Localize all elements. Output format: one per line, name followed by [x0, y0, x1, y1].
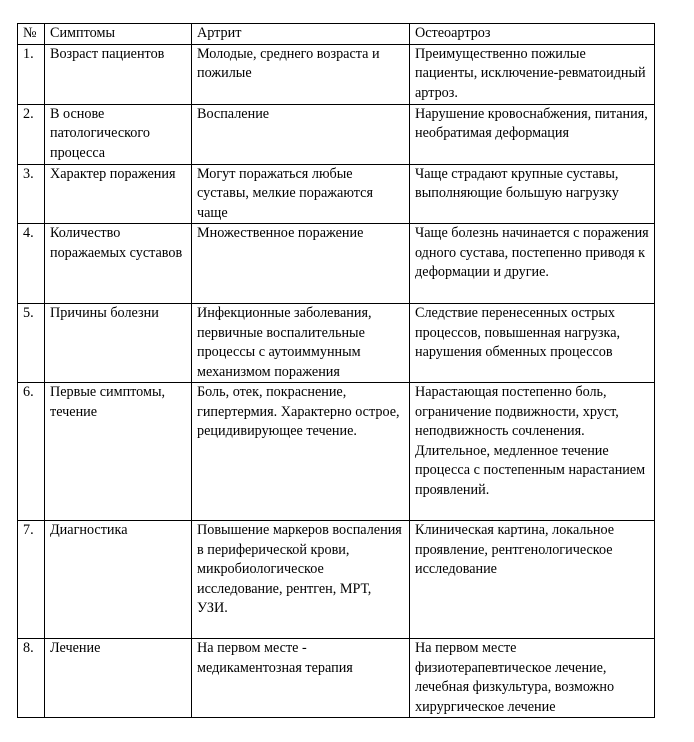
row-number: 6. [18, 383, 45, 521]
table-row [18, 44, 655, 104]
arthritis-cell: Повышение маркеров воспаления в периферической крови, микробиологическое исследование, рентген, МРТ, УЗИ. [192, 521, 410, 639]
table-row [18, 521, 655, 639]
table-row [18, 639, 655, 718]
header-osteoarthrosis: Остеоартроз [410, 24, 655, 45]
row-number: 1. [18, 44, 45, 104]
row-number: 2. [18, 104, 45, 164]
table-row [18, 104, 655, 164]
arthritis-cell: Могут поражаться любые суставы, мелкие поражаются чаще [192, 164, 410, 224]
table-row [18, 383, 655, 521]
symptom-cell: В основе патологического процесса [45, 104, 192, 164]
osteoarthrosis-cell: Следствие перенесенных острых процессов, повышенная нагрузка, нарушения обменных процессов [410, 304, 655, 383]
row-number: 3. [18, 164, 45, 224]
osteoarthrosis-cell: Нарушение кровоснабжения, питания, необратимая деформация [410, 104, 655, 164]
table-row [18, 224, 655, 304]
symptom-cell: Лечение [45, 639, 192, 718]
symptom-cell: Возраст пациентов [45, 44, 192, 104]
symptom-cell: Диагностика [45, 521, 192, 639]
arthritis-cell: Молодые, среднего возраста и пожилые [192, 44, 410, 104]
comparison-table [17, 23, 655, 718]
table-row [18, 304, 655, 383]
symptom-cell: Первые симптомы, течение [45, 383, 192, 521]
osteoarthrosis-cell: Клиническая картина, локальное проявление, рентгенологическое исследование [410, 521, 655, 639]
osteoarthrosis-cell: Чаще страдают крупные суставы, выполняющие большую нагрузку [410, 164, 655, 224]
arthritis-cell: Инфекционные заболевания, первичные воспалительные процессы с аутоиммунным механизмом поражения [192, 304, 410, 383]
row-number: 8. [18, 639, 45, 718]
osteoarthrosis-cell: Чаще болезнь начинается с поражения одного сустава, постепенно приводя к деформации и другие. [410, 224, 655, 304]
symptom-cell: Причины болезни [45, 304, 192, 383]
table-row [18, 164, 655, 224]
row-number: 7. [18, 521, 45, 639]
arthritis-cell: Воспаление [192, 104, 410, 164]
osteoarthrosis-cell: Преимущественно пожилые пациенты, исключение-ревматоидный артроз. [410, 44, 655, 104]
arthritis-cell: На первом месте - медикаментозная терапия [192, 639, 410, 718]
symptom-cell: Характер поражения [45, 164, 192, 224]
arthritis-cell: Боль, отек, покраснение, гипертермия. Характерно острое, рецидивирующее течение. [192, 383, 410, 521]
row-number: 5. [18, 304, 45, 383]
osteoarthrosis-cell: На первом месте физиотерапевтическое лечение, лечебная физкультура, возможно хирургическое лечение [410, 639, 655, 718]
header-arthritis: Артрит [192, 24, 410, 45]
header-number: № [18, 24, 45, 45]
row-number: 4. [18, 224, 45, 304]
header-symptoms: Симптомы [45, 24, 192, 45]
arthritis-cell: Множественное поражение [192, 224, 410, 304]
table-header-row [18, 24, 655, 45]
symptom-cell: Количество поражаемых суставов [45, 224, 192, 304]
osteoarthrosis-cell: Нарастающая постепенно боль, ограничение подвижности, хруст, неподвижность сочленения. Длительное, медленное течение процесса с постепенным нарастанием проявлений. [410, 383, 655, 521]
